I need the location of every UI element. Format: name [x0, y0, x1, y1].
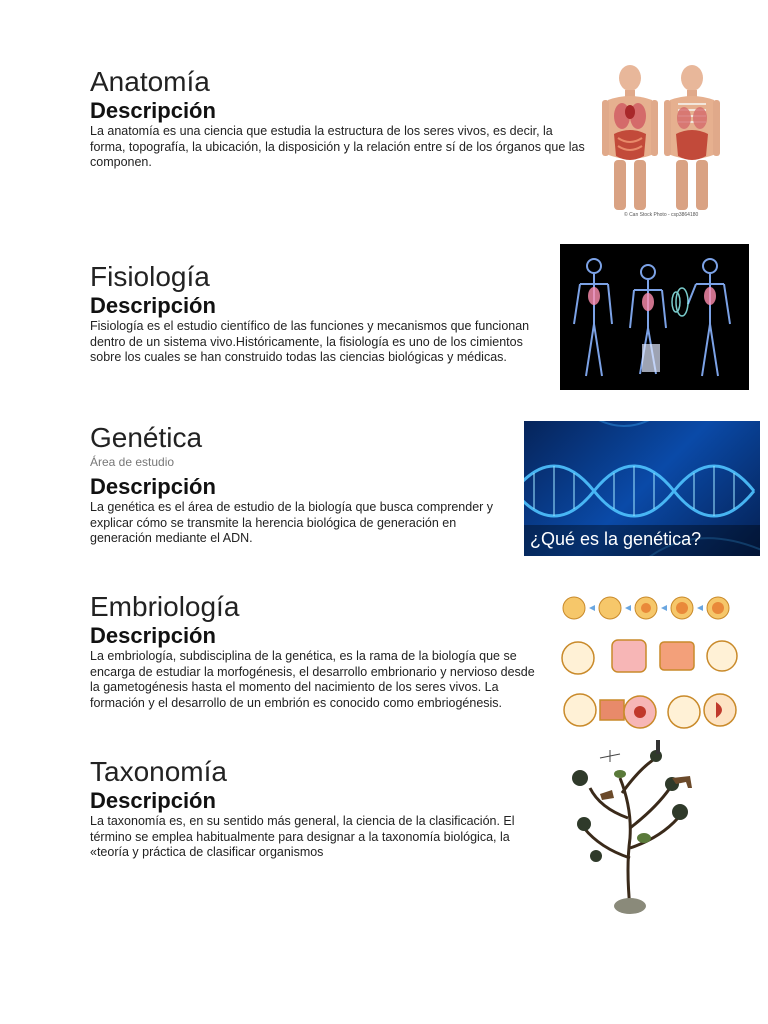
section-heading: Descripción [90, 474, 216, 499]
physiology-image [560, 244, 749, 390]
section-subtitle: Área de estudio [90, 455, 175, 469]
section-heading: Descripción [90, 623, 216, 648]
image-caption: ¿Qué es la genética? [530, 529, 702, 549]
section-genetica [90, 422, 515, 547]
section-text: La embriología, subdisciplina de la genética, es la rama de la biología que se encarga de estudiar la morfogénesis, el desarrollo embrionario y nervioso desde la gametogénesis hasta el momento del nacimiento de los seres vivos. La formación y el desarrollo de un embrión es conocido como embriogénesis. [90, 649, 535, 710]
section-text: La anatomía es una ciencia que estudia la estructura de los seres vivos, es decir, la forma, topografía, la ubicación, la disposición y la relación entre sí de los órganos que las componen. [90, 124, 585, 169]
embryology-image [556, 590, 742, 740]
section-text: La genética es el área de estudio de la biología que busca comprender y explicar cómo se transmite la herencia biológica de generación en generación mediante el ADN. [90, 500, 494, 545]
section-embriologia [90, 591, 546, 711]
section-title: Embriología [90, 591, 240, 622]
section-text: Fisiología es el estudio científico de las funciones y mecanismos que funcionan dentro de un sistema vivo.Históricamente, la fisiología es uno de los cimientos sobre los cuales se han construido todas las ciencias biológicas y médicas. [90, 319, 530, 364]
image-credit: © Can Stock Photo - csp3864180 [624, 212, 699, 218]
section-taxonomia [90, 756, 545, 861]
section-heading: Descripción [90, 788, 216, 813]
section-text: La taxonomía es, en su sentido más general, la ciencia de la clasificación. El término se emplea habitualmente para designar a la taxonomía biológica, la «teoría y práctica de clasificar organismos [90, 814, 515, 859]
section-heading: Descripción [90, 98, 216, 123]
section-title: Anatomía [90, 66, 210, 97]
genetics-image [524, 421, 760, 556]
section-fisiologia [90, 261, 552, 366]
section-title: Genética [90, 422, 203, 453]
taxonomy-image [560, 738, 702, 916]
section-heading: Descripción [90, 293, 216, 318]
anatomy-image [596, 64, 726, 222]
section-title: Fisiología [90, 261, 210, 292]
section-title: Taxonomía [90, 756, 227, 787]
section-anatomia [90, 66, 590, 171]
